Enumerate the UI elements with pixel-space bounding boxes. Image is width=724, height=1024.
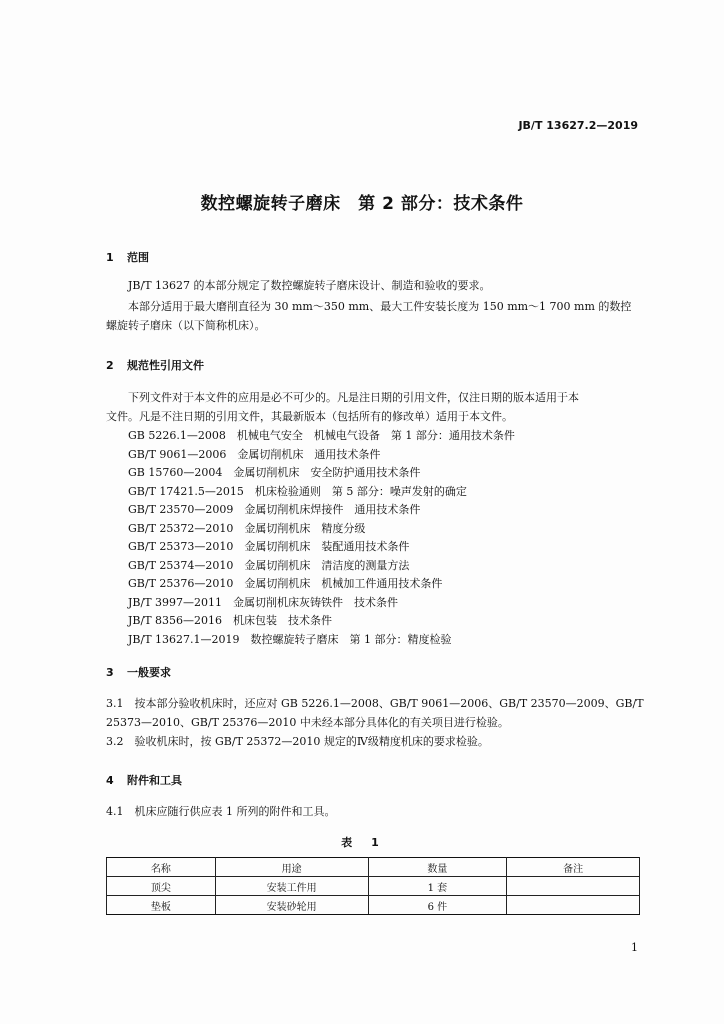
table-cell: 安装工件用 <box>215 877 368 896</box>
table-cell <box>507 896 640 915</box>
reference-item: JB/T 8356—2016 机床包装 技术条件 <box>128 614 333 627</box>
section-title: 一般要求 <box>127 666 171 679</box>
reference-item: GB/T 25373—2010 金属切削机床 装配通用技术条件 <box>128 540 410 553</box>
column-header: 备注 <box>507 858 640 877</box>
column-header: 名称 <box>107 858 216 877</box>
clause-line: 3.1 按本部分验收机床时，还应对 GB 5226.1—2008、GB/T 9061—2006、GB/T 23570—2009、GB/T <box>106 697 644 710</box>
section-title: 规范性引用文件 <box>127 359 204 372</box>
section-number: 4 <box>106 774 114 787</box>
accessories-table <box>106 857 640 915</box>
column-header: 数量 <box>368 858 507 877</box>
reference-item: JB/T 13627.1—2019 数控螺旋转子磨床 第 1 部分：精度检验 <box>128 633 452 646</box>
reference-item: JB/T 3997—2011 金属切削机床灰铸铁件 技术条件 <box>128 596 399 609</box>
reference-item: GB/T 25374—2010 金属切削机床 清洁度的测量方法 <box>128 559 410 572</box>
clause-line: 25373—2010、GB/T 25376—2010 中未经本部分具体化的有关项目进行检验。 <box>106 716 509 729</box>
table-row <box>107 877 640 896</box>
paragraph-line: 下列文件对于本文件的应用是必不可少的。凡是注日期的引用文件，仅注日期的版本适用于本 <box>128 391 579 404</box>
table-row <box>107 896 640 915</box>
table-cell <box>507 877 640 896</box>
reference-item: GB/T 25376—2010 金属切削机床 机械加工件通用技术条件 <box>128 577 443 590</box>
section-3-heading <box>106 664 171 680</box>
paragraph-line: JB/T 13627 的本部分规定了数控螺旋转子磨床设计、制造和验收的要求。 <box>128 279 491 292</box>
section-title: 范围 <box>127 251 149 264</box>
paragraph-line: 本部分适用于最大磨削直径为 30 mm～350 mm、最大工件安装长度为 150 mm～1 700 mm 的数控 <box>128 300 632 313</box>
table-header-row <box>107 858 640 877</box>
clause-line: 4.1 机床应随行供应表 1 所列的附件和工具。 <box>106 805 336 818</box>
table-cell: 6 件 <box>368 896 507 915</box>
section-title: 附件和工具 <box>127 774 182 787</box>
page-number: 1 <box>631 941 638 954</box>
table-cell: 垫板 <box>107 896 216 915</box>
standard-code: JB/T 13627.2—2019 <box>518 119 638 132</box>
section-number: 3 <box>106 666 114 679</box>
table-cell: 顶尖 <box>107 877 216 896</box>
reference-item: GB/T 17421.5—2015 机床检验通则 第 5 部分：噪声发射的确定 <box>128 485 467 498</box>
reference-item: GB/T 9061—2006 金属切削机床 通用技术条件 <box>128 448 381 461</box>
reference-item: GB/T 23570—2009 金属切削机床焊接件 通用技术条件 <box>128 503 421 516</box>
section-4-heading <box>106 772 182 788</box>
paragraph-line: 文件。凡是不注日期的引用文件，其最新版本（包括所有的修改单）适用于本文件。 <box>106 410 513 423</box>
section-1-heading <box>106 249 149 265</box>
section-number: 2 <box>106 359 114 372</box>
table-cell: 1 套 <box>368 877 507 896</box>
clause-line: 3.2 验收机床时，按 GB/T 25372—2010 规定的Ⅳ级精度机床的要求检验。 <box>106 735 489 748</box>
reference-item: GB 15760—2004 金属切削机床 安全防护通用技术条件 <box>128 466 421 479</box>
section-2-heading <box>106 357 204 373</box>
reference-item: GB/T 25372—2010 金属切削机床 精度分级 <box>128 522 366 535</box>
section-number: 1 <box>106 251 114 264</box>
table-caption: 表 1 <box>341 836 383 849</box>
table-cell: 安装砂轮用 <box>215 896 368 915</box>
document-title: 数控螺旋转子磨床 第 2 部分：技术条件 <box>200 194 524 214</box>
column-header: 用途 <box>215 858 368 877</box>
reference-item: GB 5226.1—2008 机械电气安全 机械电气设备 第 1 部分：通用技术条件 <box>128 429 515 442</box>
paragraph-line: 螺旋转子磨床（以下简称机床）。 <box>106 319 266 332</box>
